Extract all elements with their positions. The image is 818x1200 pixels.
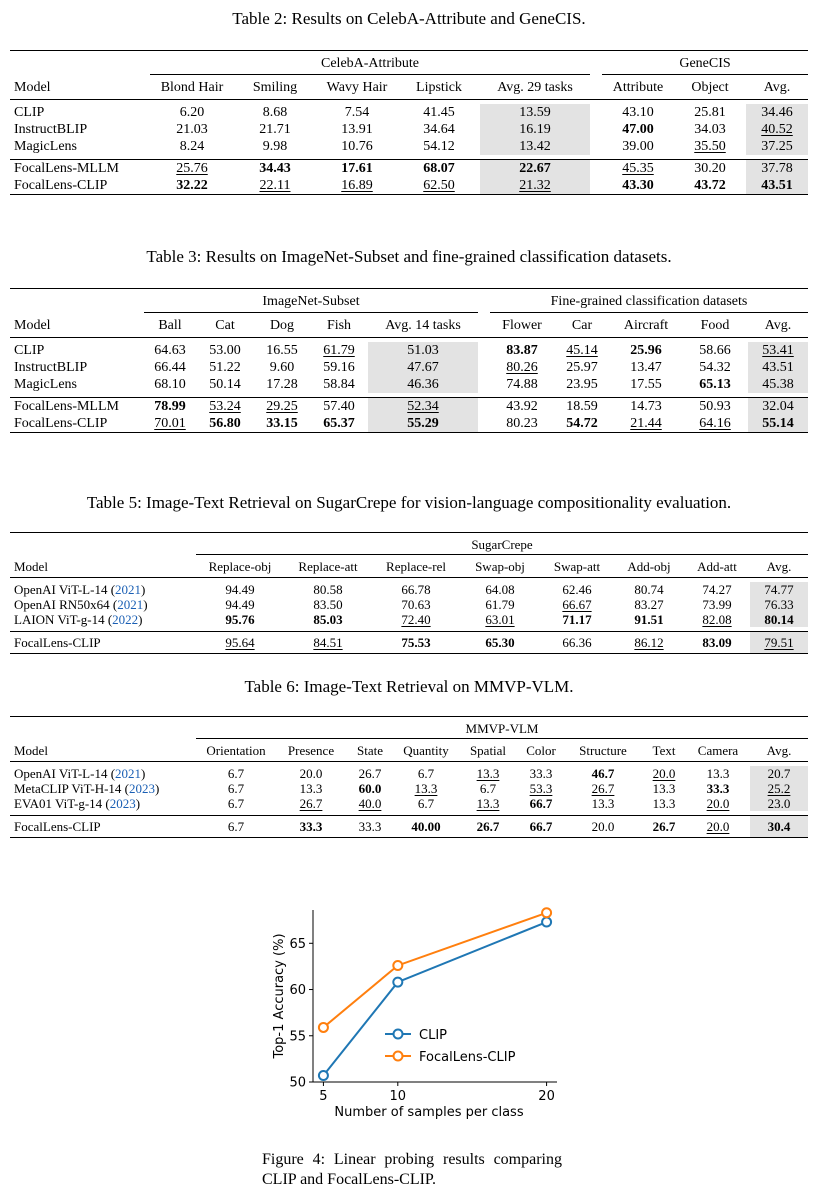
cell: 57.40 — [310, 398, 368, 416]
cell: 32.22 — [176, 178, 208, 193]
line-chart — [265, 900, 565, 1140]
column-header: Orientation — [206, 743, 266, 758]
cell: 46.7 — [591, 766, 615, 781]
cell: 80.74 — [634, 582, 664, 597]
x-axis-label: Number of samples per class — [334, 1105, 524, 1120]
column-header: Text — [652, 743, 676, 758]
table-caption: Table 6: Image-Text Retrieval on MMVP-VLM. — [244, 677, 574, 696]
cell: 65.30 — [460, 632, 540, 654]
column-header: Dog — [269, 318, 295, 333]
cell: 30.4 — [750, 816, 808, 838]
cell: 40.00 — [394, 816, 458, 838]
cell: 33.3 — [346, 816, 394, 838]
cell: 50.14 — [209, 377, 241, 392]
cell: 62.50 — [423, 178, 455, 193]
group-header: MMVP-VLM — [196, 717, 808, 739]
cell: 75.53 — [372, 632, 460, 654]
cell: 13.3 — [299, 781, 323, 796]
table-6 — [10, 674, 808, 838]
results-table — [10, 50, 808, 195]
model-name: FocalLens-MLLM — [10, 398, 144, 416]
column-header: Cat — [215, 318, 235, 333]
cell: 20.0 — [686, 816, 750, 838]
cell: 63.01 — [485, 612, 515, 627]
cell: 21.32 — [480, 177, 590, 195]
cell: 13.91 — [341, 122, 373, 137]
cell: 8.24 — [179, 139, 205, 154]
cell: 68.10 — [154, 377, 186, 392]
cell: 94.49 — [225, 582, 255, 597]
cell: 25.76 — [150, 160, 234, 178]
group-header: SugarCrepe — [196, 533, 808, 555]
cell: 6.7 — [227, 766, 245, 781]
cell: 66.36 — [540, 632, 614, 654]
cell: 17.28 — [266, 377, 298, 392]
column-header: Model — [14, 317, 51, 333]
cell: 55.14 — [748, 415, 808, 433]
cell: 54.32 — [699, 360, 731, 375]
column-header: Smiling — [252, 80, 298, 95]
cell: 13.3 — [652, 781, 676, 796]
table-row — [10, 177, 808, 195]
cell: 86.12 — [614, 632, 684, 654]
y-tick-label: 50 — [289, 1075, 306, 1091]
group-header-row — [10, 533, 808, 555]
cell: 26.7 — [642, 816, 686, 838]
citation-link[interactable]: 2023 — [129, 781, 156, 796]
column-header-row — [10, 313, 808, 338]
cell: 62.46 — [562, 582, 592, 597]
table-row — [10, 160, 808, 178]
table-3 — [10, 244, 808, 433]
cell: 6.7 — [417, 766, 435, 781]
column-header: Flower — [502, 318, 542, 333]
cell: 40.52 — [746, 121, 808, 138]
column-header: Blond Hair — [160, 80, 224, 95]
model-name: EVA01 ViT-g-14 (2023) — [14, 796, 141, 811]
cell: 20.0 — [564, 816, 642, 838]
cell: 83.09 — [684, 632, 750, 654]
cell: 64.63 — [154, 343, 186, 358]
column-header: Avg. 29 tasks — [497, 80, 573, 95]
cell: 13.42 — [480, 138, 590, 155]
cell: 34.03 — [694, 122, 726, 137]
cell: 50.93 — [682, 398, 748, 416]
cell: 25.96 — [630, 343, 662, 358]
cell: 55.29 — [368, 415, 478, 433]
table-caption: Table 2: Results on CelebA-Attribute and GeneCIS. — [232, 9, 586, 28]
cell: 83.27 — [634, 597, 664, 612]
cell: 13.3 — [414, 781, 438, 796]
cell: 34.64 — [423, 122, 455, 137]
cell: 80.23 — [506, 416, 538, 431]
cell: 54.12 — [423, 139, 455, 154]
column-header: Avg. — [763, 80, 791, 95]
column-header: Replace-obj — [208, 559, 272, 574]
cell: 56.80 — [209, 416, 241, 431]
table-row — [10, 796, 808, 811]
column-header: Car — [571, 318, 593, 333]
table-row — [10, 612, 808, 627]
data-point — [393, 961, 402, 970]
cell: 13.3 — [591, 796, 615, 811]
cell: 84.51 — [284, 632, 372, 654]
column-header: Wavy Hair — [326, 80, 388, 95]
results-table — [10, 532, 808, 654]
cell: 51.22 — [209, 360, 241, 375]
column-header: State — [357, 743, 383, 758]
data-point — [319, 1071, 328, 1080]
x-tick-label: 5 — [319, 1089, 328, 1104]
chart-axes — [272, 910, 557, 1120]
cell: 59.16 — [323, 360, 355, 375]
cell: 37.25 — [746, 138, 808, 155]
model-name: CLIP — [14, 105, 45, 120]
cell: 80.58 — [313, 582, 343, 597]
cell: 6.20 — [179, 105, 205, 120]
group-header: GeneCIS — [602, 51, 808, 75]
column-header: Model — [14, 742, 48, 758]
column-header: Avg. — [766, 743, 792, 758]
cell: 23.95 — [566, 377, 598, 392]
cell: 20.0 — [706, 796, 730, 811]
column-header: Quantity — [403, 743, 449, 758]
citation-link[interactable]: 2021 — [117, 597, 144, 612]
cell: 26.7 — [358, 766, 382, 781]
cell: 45.14 — [566, 343, 598, 358]
cell: 39.00 — [622, 139, 654, 154]
results-table — [10, 288, 808, 433]
cell: 6.7 — [417, 796, 435, 811]
data-point — [542, 918, 551, 927]
y-tick-label: 65 — [289, 936, 306, 952]
column-header: Spatial — [469, 743, 507, 758]
cell: 7.54 — [344, 105, 370, 120]
cell: 95.76 — [225, 612, 255, 627]
cell: 43.10 — [622, 105, 654, 120]
cell: 45.35 — [602, 160, 674, 178]
cell: 66.67 — [562, 597, 592, 612]
table-row — [10, 359, 808, 376]
x-tick-label: 20 — [538, 1089, 555, 1104]
cell: 13.3 — [476, 766, 500, 781]
cell: 43.51 — [748, 359, 808, 376]
cell: 16.55 — [266, 343, 298, 358]
cell: 20.0 — [652, 766, 676, 781]
column-header: Food — [700, 318, 730, 333]
cell: 34.43 — [234, 160, 316, 178]
model-name: FocalLens-CLIP — [14, 416, 108, 431]
cell: 91.51 — [634, 612, 664, 627]
model-name: LAION ViT-g-14 (2022) — [14, 612, 143, 627]
chart-legend — [385, 1028, 516, 1065]
cell: 20.7 — [750, 766, 808, 781]
column-header: Fish — [326, 318, 352, 333]
column-header: Swap-obj — [475, 559, 525, 574]
model-name: OpenAI RN50x64 (2021) — [14, 597, 148, 612]
table-row — [10, 766, 808, 781]
table-row — [10, 121, 808, 138]
column-header: Replace-rel — [386, 559, 446, 574]
column-header-row — [10, 75, 808, 100]
column-header: Model — [14, 558, 48, 574]
cell: 64.08 — [485, 582, 515, 597]
model-name: MetaCLIP ViT-H-14 (2023) — [14, 781, 160, 796]
table-row — [10, 632, 808, 654]
cell: 45.38 — [748, 376, 808, 393]
cell: 10.76 — [341, 139, 373, 154]
legend-marker — [394, 1030, 403, 1039]
y-tick-label: 60 — [289, 983, 306, 999]
table-row — [10, 415, 808, 433]
cell: 41.45 — [423, 105, 455, 120]
cell: 58.84 — [323, 377, 355, 392]
table-row — [10, 376, 808, 393]
column-header: Color — [526, 743, 556, 758]
cell: 17.61 — [316, 160, 398, 178]
model-name: OpenAI ViT-L-14 (2021) — [14, 766, 146, 781]
cell: 25.81 — [694, 105, 726, 120]
cell: 51.03 — [368, 342, 478, 359]
cell: 30.20 — [674, 160, 746, 178]
table-row — [10, 582, 808, 597]
group-header: ImageNet-Subset — [144, 289, 478, 313]
table-row — [10, 138, 808, 155]
citation-link[interactable]: 2022 — [112, 612, 139, 627]
cell: 66.78 — [401, 582, 431, 597]
cell: 73.99 — [702, 597, 732, 612]
data-point — [319, 1023, 328, 1032]
table-row — [10, 781, 808, 796]
data-point — [393, 978, 402, 987]
cell: 25.97 — [566, 360, 598, 375]
cell: 66.7 — [518, 816, 564, 838]
model-name: CLIP — [14, 343, 45, 358]
cell: 17.55 — [630, 377, 662, 392]
y-axis-label: Top-1 Accuracy (%) — [272, 933, 287, 1059]
cell: 47.67 — [368, 359, 478, 376]
cell: 64.16 — [699, 416, 731, 431]
cell: 26.7 — [591, 781, 615, 796]
cell: 70.63 — [401, 597, 431, 612]
cell: 68.07 — [398, 160, 480, 178]
citation-link[interactable]: 2021 — [115, 766, 142, 781]
cell: 74.27 — [702, 582, 732, 597]
cell: 9.60 — [269, 360, 295, 375]
model-name: FocalLens-CLIP — [10, 816, 196, 838]
cell: 6.7 — [479, 781, 497, 796]
cell: 47.00 — [622, 122, 654, 137]
column-header: Avg. — [766, 559, 792, 574]
cell: 43.30 — [622, 178, 654, 193]
cell: 65.37 — [323, 416, 355, 431]
x-tick-label: 10 — [389, 1089, 407, 1104]
cell: 33.3 — [706, 781, 730, 796]
cell: 6.7 — [227, 781, 245, 796]
cell: 25.2 — [750, 781, 808, 796]
series-line-focallens-clip — [323, 913, 546, 1028]
model-name: FocalLens-CLIP — [14, 178, 108, 193]
cell: 53.41 — [748, 342, 808, 359]
cell: 13.3 — [706, 766, 730, 781]
table-row — [10, 816, 808, 838]
group-header-row — [10, 51, 808, 75]
cell: 22.11 — [259, 178, 291, 193]
model-name: OpenAI ViT-L-14 (2021) — [14, 582, 146, 597]
cell: 82.08 — [702, 612, 732, 627]
cell: 35.50 — [694, 139, 726, 154]
table-row — [10, 398, 808, 416]
cell: 53.00 — [209, 343, 241, 358]
cell: 29.25 — [254, 398, 310, 416]
cell: 32.04 — [748, 398, 808, 416]
column-header: Object — [691, 80, 729, 95]
cell: 66.7 — [529, 796, 553, 811]
cell: 65.13 — [699, 377, 731, 392]
table-row — [10, 342, 808, 359]
cell: 71.17 — [562, 612, 592, 627]
table-2 — [10, 6, 808, 195]
cell: 13.3 — [652, 796, 676, 811]
column-header: Aircraft — [623, 318, 669, 333]
cell: 23.0 — [750, 796, 808, 811]
cell: 85.03 — [313, 612, 343, 627]
cell: 6.7 — [227, 796, 245, 811]
cell: 6.7 — [196, 816, 276, 838]
cell: 72.40 — [401, 612, 431, 627]
cell: 53.3 — [529, 781, 553, 796]
model-name: InstructBLIP — [14, 360, 88, 375]
cell: 74.88 — [506, 377, 538, 392]
cell: 9.98 — [262, 139, 288, 154]
citation-link[interactable]: 2021 — [115, 582, 142, 597]
cell: 83.50 — [313, 597, 343, 612]
column-header-row — [10, 739, 808, 762]
cell: 43.72 — [694, 178, 726, 193]
data-point — [542, 908, 551, 917]
table-row — [10, 597, 808, 612]
cell: 21.71 — [259, 122, 291, 137]
column-header: Presence — [287, 743, 335, 758]
cell: 26.7 — [458, 816, 518, 838]
column-header: Model — [14, 79, 51, 95]
column-header: Add-att — [697, 559, 737, 574]
cell: 33.3 — [529, 766, 553, 781]
cell: 61.79 — [323, 343, 355, 358]
column-header: Attribute — [612, 80, 664, 95]
cell: 53.24 — [196, 398, 254, 416]
cell: 16.19 — [480, 121, 590, 138]
column-header: Lipstick — [416, 80, 462, 95]
cell: 58.66 — [699, 343, 731, 358]
legend-label: FocalLens-CLIP — [419, 1050, 516, 1065]
cell: 20.0 — [299, 766, 323, 781]
cell: 34.46 — [746, 104, 808, 121]
column-header-row — [10, 555, 808, 578]
column-header: Avg. 14 tasks — [385, 318, 461, 333]
model-name: MagicLens — [14, 377, 77, 392]
cell: 83.87 — [506, 343, 538, 358]
cell: 74.77 — [750, 582, 808, 597]
cell: 54.72 — [566, 416, 598, 431]
cell: 13.3 — [476, 796, 500, 811]
cell: 76.33 — [750, 597, 808, 612]
figure-caption: Figure 4: Linear probing results comparing CLIP and FocalLens-CLIP. — [262, 1151, 562, 1188]
cell: 18.59 — [554, 398, 610, 416]
column-header: Structure — [579, 743, 627, 758]
group-header: CelebA-Attribute — [150, 51, 590, 75]
table-caption: Table 3: Results on ImageNet-Subset and fine-grained classification datasets. — [146, 247, 672, 266]
cell: 22.67 — [480, 160, 590, 178]
cell: 60.0 — [358, 781, 382, 796]
results-table — [10, 716, 808, 838]
cell: 8.68 — [262, 105, 288, 120]
cell: 37.78 — [746, 160, 808, 178]
column-header: Replace-att — [298, 559, 358, 574]
legend-marker — [394, 1052, 403, 1061]
cell: 78.99 — [144, 398, 196, 416]
model-name: InstructBLIP — [14, 122, 88, 137]
table-row — [10, 104, 808, 121]
group-header-row — [10, 289, 808, 313]
model-name: FocalLens-CLIP — [10, 632, 196, 654]
column-header: Swap-att — [553, 559, 601, 574]
cell: 70.01 — [154, 416, 186, 431]
cell: 26.7 — [299, 796, 323, 811]
cell: 43.92 — [490, 398, 554, 416]
citation-link[interactable]: 2023 — [109, 796, 136, 811]
cell: 66.44 — [154, 360, 186, 375]
cell: 13.59 — [480, 104, 590, 121]
table-caption: Table 5: Image-Text Retrieval on SugarCrepe for vision-language compositionality evaluation. — [86, 493, 732, 512]
legend-label: CLIP — [419, 1028, 447, 1043]
table-5 — [10, 490, 808, 654]
cell: 80.14 — [750, 612, 808, 627]
cell: 43.51 — [746, 177, 808, 195]
cell: 61.79 — [485, 597, 515, 612]
cell: 40.0 — [358, 796, 382, 811]
cell: 80.26 — [506, 360, 538, 375]
column-header: Add-obj — [627, 559, 671, 574]
cell: 46.36 — [368, 376, 478, 393]
cell: 94.49 — [225, 597, 255, 612]
cell: 13.47 — [630, 360, 662, 375]
cell: 21.03 — [176, 122, 208, 137]
model-name: MagicLens — [14, 139, 77, 154]
cell: 33.15 — [266, 416, 298, 431]
model-name: FocalLens-MLLM — [10, 160, 150, 178]
column-header: Ball — [158, 318, 182, 333]
cell: 95.64 — [196, 632, 284, 654]
group-header-row — [10, 717, 808, 739]
cell: 14.73 — [610, 398, 682, 416]
cell: 79.51 — [750, 632, 808, 654]
column-header: Camera — [697, 743, 739, 758]
cell: 52.34 — [368, 398, 478, 416]
cell: 21.44 — [630, 416, 662, 431]
cell: 16.89 — [341, 178, 373, 193]
y-tick-label: 55 — [289, 1029, 306, 1045]
group-header: Fine-grained classification datasets — [490, 289, 808, 313]
cell: 33.3 — [276, 816, 346, 838]
column-header: Avg. — [764, 318, 792, 333]
